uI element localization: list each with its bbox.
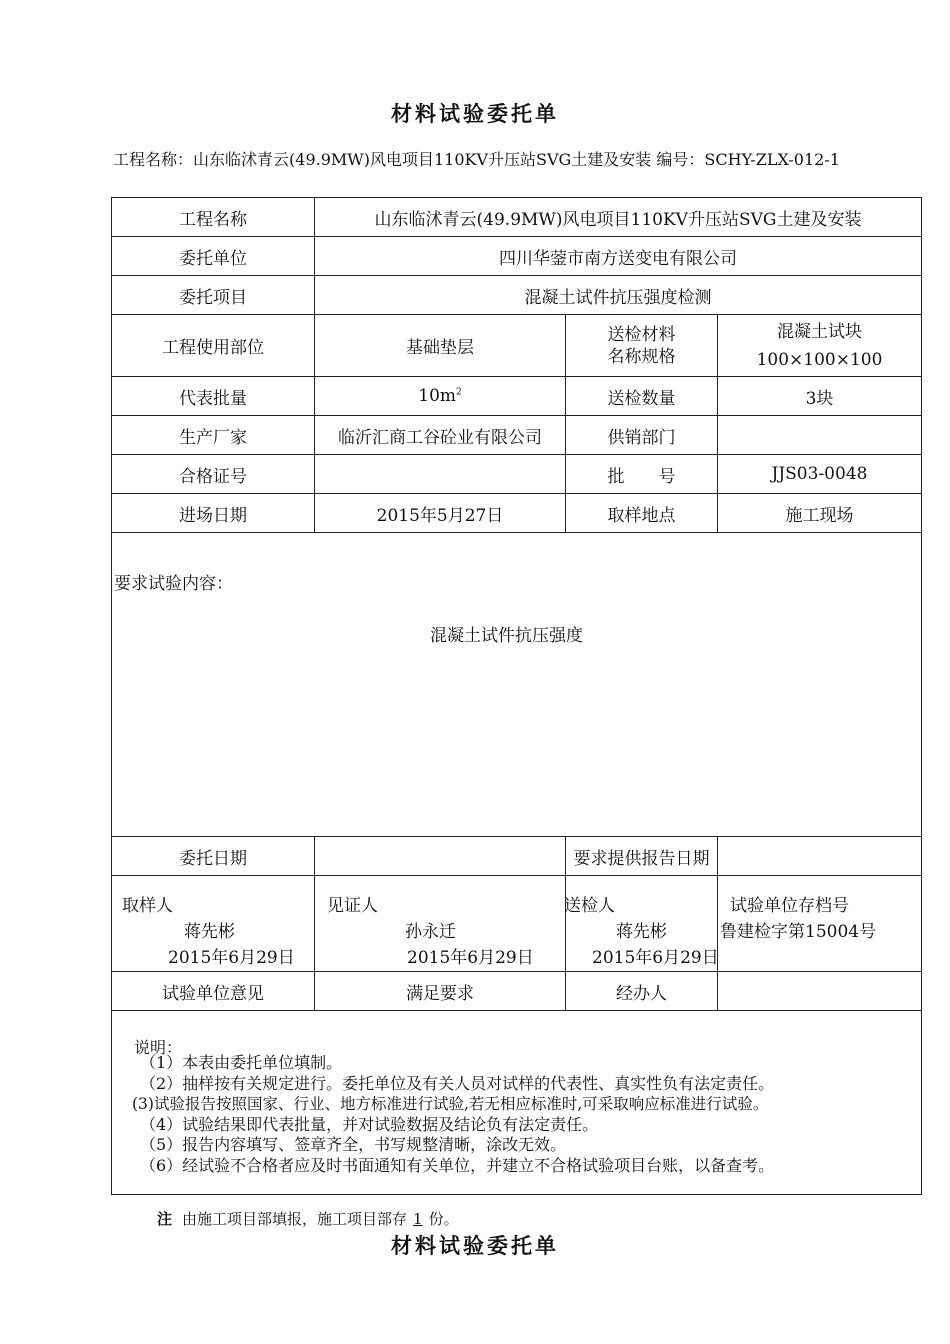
value-project: 山东临沭青云(49.9MW)风电项目110KV升压站SVG土建及安装 [315,198,922,237]
value-batch-sup: 2 [456,387,462,398]
footnote-text-after: 份。 [428,1210,459,1228]
value-entrust-date [315,837,566,876]
row-opinion [112,972,922,1011]
row-entry [112,494,922,533]
value-batch [315,377,566,416]
value-lot: JJS03-0048 [718,455,922,494]
label-material-line1: 送检材料 [607,324,676,345]
value-batch-number: 10m [418,386,457,406]
sampler-label: 取样人 [122,896,173,916]
value-item: 混凝土试件抗压强度检测 [315,276,922,315]
label-item: 委托项目 [112,276,315,315]
footnote-count: 1 [413,1210,423,1228]
label-material-line2: 名称规格 [607,346,676,367]
row-batch [112,377,922,416]
archive-value: 鲁建检字第15004号 [720,922,877,942]
label-lot: 批 号 [566,455,718,494]
value-entry: 2015年5月27日 [315,494,566,533]
witness-cell [315,876,566,972]
sampler-date: 2015年6月29日 [168,948,295,968]
header-line [113,148,913,172]
footnote-mark: 注 [157,1210,173,1228]
header-project-name: 山东临沭青云(49.9MW)风电项目110KV升压站SVG土建及安装 [193,150,652,169]
footnote-text-before: 由施工项目部填报，施工项目部存 [182,1210,408,1228]
label-cert: 合格证号 [112,455,315,494]
page-title: 材料试验委托单 [391,102,559,126]
label-qty: 送检数量 [566,377,718,416]
label-client: 委托单位 [112,237,315,276]
value-handler [718,972,922,1011]
label-part: 工程使用部位 [112,315,315,377]
note-item: (3)试验报告按照国家、行业、地方标准进行试验,若无相应标准时,可采取响应标准进行试验。 [132,1095,769,1113]
value-qty: 3块 [718,377,922,416]
value-material [718,315,922,377]
label-report-date: 要求提供报告日期 [566,837,718,876]
witness-date: 2015年6月29日 [407,948,534,968]
value-cert [315,455,566,494]
label-handler: 经办人 [566,972,718,1011]
sampler-cell [112,876,315,972]
row-requirement [112,533,922,837]
value-supply [718,416,922,455]
value-opinion: 满足要求 [315,972,566,1011]
value-site: 施工现场 [718,494,922,533]
header-project-label: 工程名称： [113,150,194,169]
entrust-form-table [111,197,922,1195]
label-batch: 代表批量 [112,377,315,416]
row-signatures [112,876,922,972]
row-project [112,198,922,237]
value-report-date [718,837,922,876]
sender-cell [566,876,718,972]
sender-name: 蒋先彬 [616,922,667,942]
label-opinion: 试验单位意见 [112,972,315,1011]
requirement-label: 要求试验内容： [114,574,233,594]
archive-label: 试验单位存档号 [730,896,849,916]
notes-list [134,1053,774,1176]
label-site: 取样地点 [566,494,718,533]
requirement-cell [112,533,922,837]
value-client: 四川华蓥市南方送变电有限公司 [315,237,922,276]
value-maker: 临沂汇商工谷砼业有限公司 [315,416,566,455]
witness-name: 孙永迁 [405,922,456,942]
row-dates [112,837,922,876]
sampler-name: 蒋先彬 [184,922,235,942]
sender-label: 送检人 [564,896,615,916]
row-client [112,237,922,276]
label-maker: 生产厂家 [112,416,315,455]
note-item: （6）经试验不合格者应及时书面通知有关单位，并建立不合格试验项目台账，以备查考。 [140,1155,775,1175]
note-item: （2）抽样按有关规定进行。委托单位及有关人员对试样的代表性、真实性负有法定责任。 [140,1073,775,1093]
label-supply: 供销部门 [566,416,718,455]
row-notes [112,1011,922,1195]
label-entry: 进场日期 [112,494,315,533]
value-part: 基础垫层 [315,315,566,377]
sender-date: 2015年6月29日 [592,948,719,968]
value-material-line1: 混凝土试块 [777,321,862,342]
note-item: （5）报告内容填写、签章齐全，书写规整清晰，涂改无效。 [140,1135,567,1154]
archive-cell [718,876,922,972]
row-cert [112,455,922,494]
row-part [112,315,922,377]
header-number-value: SCHY-ZLX-012-1 [704,150,840,169]
page-title-repeat: 材料试验委托单 [391,1234,559,1258]
requirement-content: 混凝土试件抗压强度 [430,626,583,646]
notes-title: 说明： [134,1038,183,1057]
notes-cell [112,1011,922,1195]
note-item: （1）本表由委托单位填制。 [140,1053,343,1072]
label-entrust-date: 委托日期 [112,837,315,876]
row-item [112,276,922,315]
witness-label: 见证人 [327,896,378,916]
row-maker [112,416,922,455]
label-material [566,315,718,377]
label-project: 工程名称 [112,198,315,237]
footnote [157,1208,459,1229]
note-item: （4）试验结果即代表批量，并对试验数据及结论负有法定责任。 [140,1114,599,1134]
value-material-line2: 100×100×100 [756,349,883,370]
header-number-label: 编号： [656,150,705,169]
